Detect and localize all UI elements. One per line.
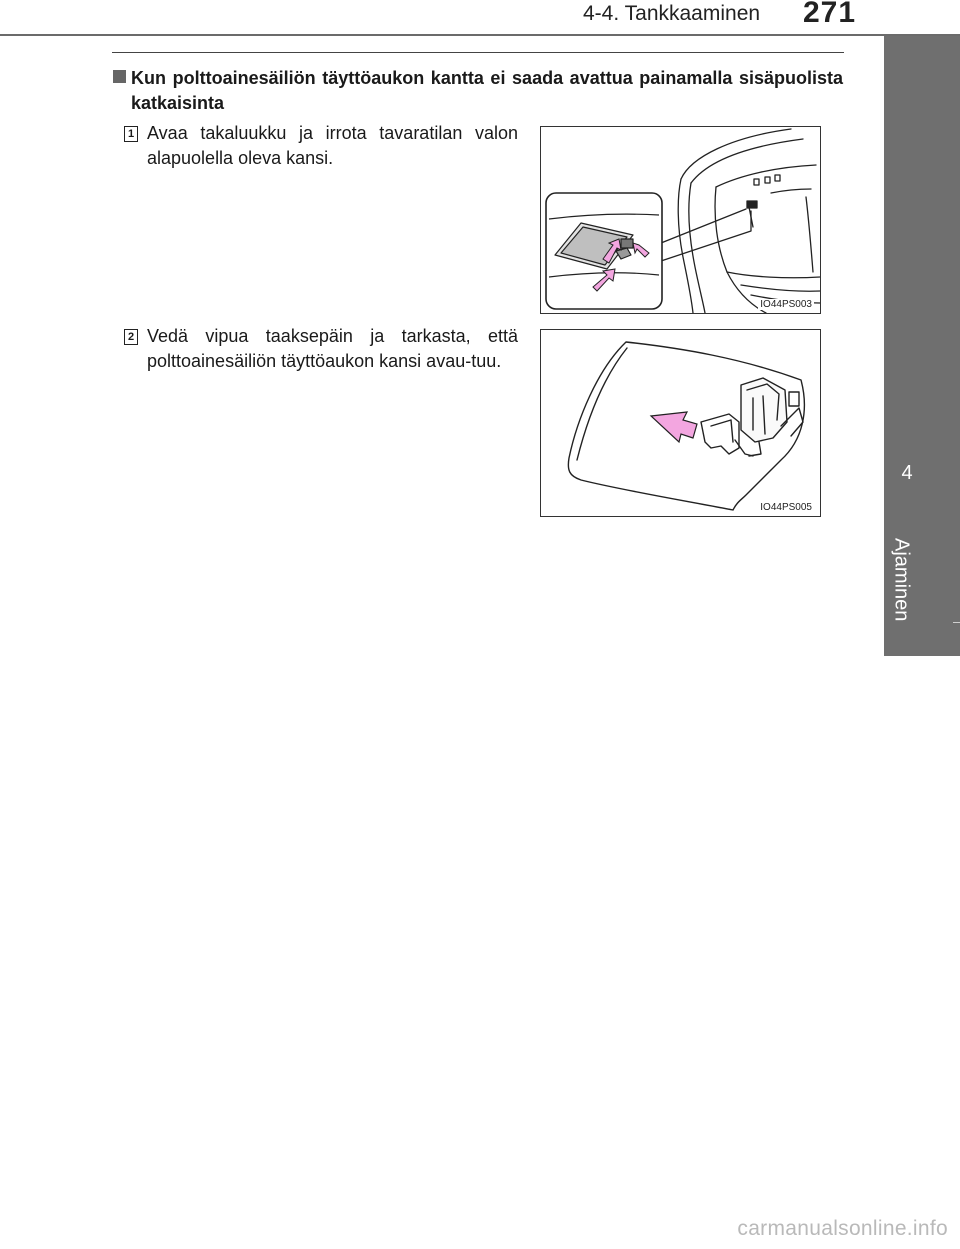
figure-fuel-lever xyxy=(540,329,821,517)
chapter-tab-tick xyxy=(953,622,960,623)
pull-back-arrow xyxy=(651,412,697,442)
step-text-2: Vedä vipua taaksepäin ja tarkasta, että polttoainesäiliön täyttöaukon kansi avau-tuu. xyxy=(147,326,518,371)
figure-code-1: IO44PS003 xyxy=(760,299,812,310)
step-number-2: 2 xyxy=(124,329,138,345)
section-heading: Kun polttoainesäiliön täyttöaukon kantta ei saada avattua painamalla sisäpuolista katkaisinta xyxy=(131,68,843,113)
chapter-number: 4 xyxy=(901,462,913,484)
figure-code-2: IO44PS005 xyxy=(760,502,812,513)
watermark: carmanualsonline.info xyxy=(737,1217,948,1240)
trunk-illustration xyxy=(541,127,820,313)
fuel-lever-illustration xyxy=(541,330,820,516)
page-number: 271 xyxy=(803,0,857,29)
content-rule xyxy=(112,52,844,53)
heading-marker-icon xyxy=(113,70,126,83)
section-title: 4-4. Tankkaaminen xyxy=(583,2,761,25)
figure-trunk-cover xyxy=(540,126,821,314)
header-rule xyxy=(0,34,960,36)
step-text-1: Avaa takaluukku ja irrota tavaratilan valon alapuolella oleva kansi. xyxy=(147,123,518,168)
step-number-1: 1 xyxy=(124,126,138,142)
chapter-title: Ajaminen xyxy=(890,538,913,622)
